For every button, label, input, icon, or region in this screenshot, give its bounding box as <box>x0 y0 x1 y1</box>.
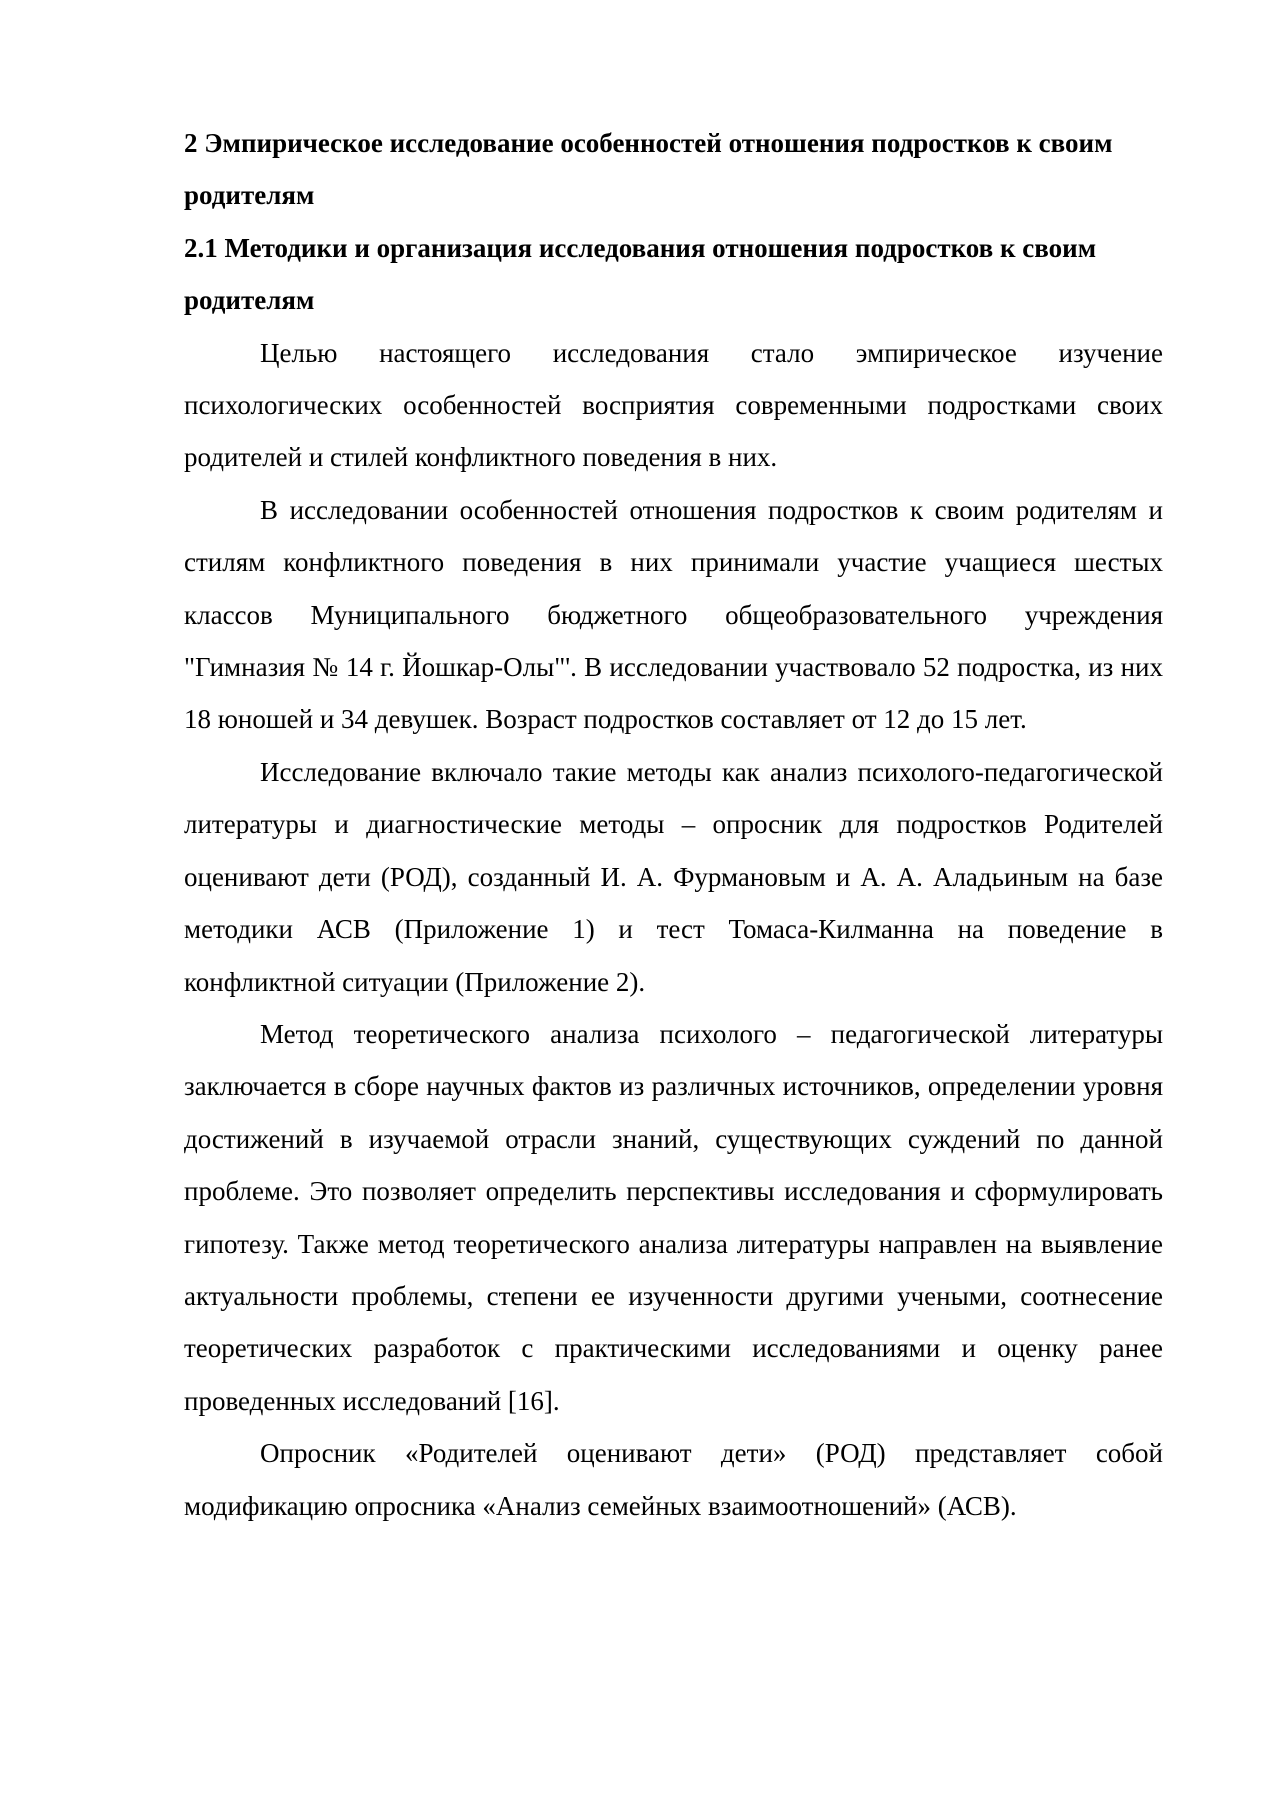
paragraph-questionnaire: Опросник «Родителей оценивают дети» (РОД) представляет собой модификацию опросника «Анализ семейных взаимоотношений» (АСВ). <box>184 1438 1163 1521</box>
paragraph-theoretical-analysis: Метод теоретического анализа психолого – педагогической литературы заключается в сборе научных фактов из различных источников, определении уровня достижений в изучаемой отрасли знаний, существующих суждений по данной проблеме. Это позволяет определить перспективы исследования и сформулировать гипотезу. Также метод теоретического анализа литературы направлен на выявление актуальности проблемы, степени ее изученности другими учеными, соотнесение теоретических разработок с практическими исследованиями и оценку ранее проведенных исследований [16]. <box>184 1018 1163 1416</box>
paragraph-participants: В исследовании особенностей отношения подростков к своим родителям и стилям конфликтного поведения в них принимали участие учащиеся шестых классов Муниципального бюджетного общеобразовательного учреждения "Гимназия № 14 г. Йошкар-Олы"'. В исследовании участвовало 52 подростка, из них 18 юношей и 34 девушек. Возраст подростков составляет от 12 до 15 лет. <box>184 494 1163 735</box>
paragraph-research-goal: Целью настоящего исследования стало эмпирическое изучение психологических особенностей восприятия современными подростками своих родителей и стилей конфликтного поведения в них. <box>184 337 1163 473</box>
paragraph-methods: Исследование включало такие методы как анализ психолого-педагогической литературы и диагностические методы – опросник для подростков Родителей оценивают дети (РОД), созданный И. А. Фурмановым и А. А. Аладьиным на базе методики АСВ (Приложение 1) и тест Томаса-Килманна на поведение в конфликтной ситуации (Приложение 2). <box>184 756 1163 997</box>
chapter-heading: 2 Эмпирическое исследование особенностей отношения подростков к своим родителям <box>184 128 1113 211</box>
section-heading: 2.1 Методики и организация исследования отношения подростков к своим родителям <box>184 232 1097 316</box>
document-page <box>184 117 1163 1532</box>
